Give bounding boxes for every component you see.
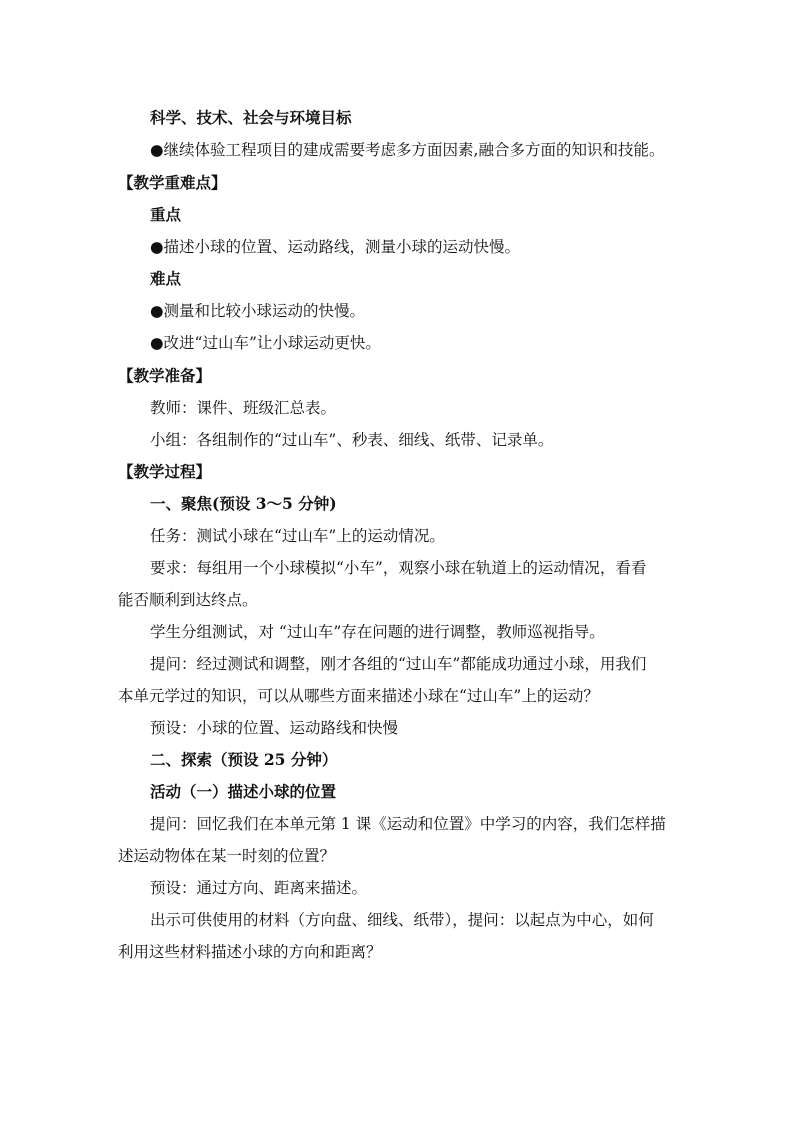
prep-group: 小组：各组制作的“过山车”、秒表、细线、纸带、记录单。 xyxy=(150,431,554,449)
bullet-focus-item: ●描述小球的位置、运动路线，测量小球的运动快慢。 xyxy=(150,238,521,256)
paragraph-group-test: 学生分组测试，对 “过山车”存在问题的进行调整，教师巡视指导。 xyxy=(150,623,605,641)
paragraph-requirement-line-2: 能否顺利到达终点。 xyxy=(118,591,258,609)
paragraph-task: 任务：测试小球在“过山车”上的运动情况。 xyxy=(150,527,445,545)
subheading-explore-stage: 二、探索（预设 25 分钟） xyxy=(150,750,338,769)
section-heading-sts-goals: 科学、技术、社会与环境目标 xyxy=(150,108,352,127)
subheading-focus-stage: 一、聚焦(预设 3～5 分钟) xyxy=(150,494,337,513)
bullet-difficulty-item-2: ●改进“过山车”让小球运动更快。 xyxy=(150,334,381,352)
paragraph-recall-line-2: 述运动物体在某一时刻的位置？ xyxy=(118,847,336,865)
bullet-difficulty-item-1: ●测量和比较小球运动的快慢。 xyxy=(150,302,366,320)
subheading-focus: 重点 xyxy=(150,205,182,224)
subheading-activity-1: 活动（一）描述小球的位置 xyxy=(150,782,337,801)
paragraph-requirement-line-1: 要求：每组用一个小球模拟“小车”，观察小球在轨道上的运动情况，看看 xyxy=(150,559,647,577)
prep-teacher: 教师：课件、班级汇总表。 xyxy=(150,399,337,417)
section-heading-key-points: 【教学重难点】 xyxy=(118,173,227,192)
section-heading-process: 【教学过程】 xyxy=(118,462,212,481)
paragraph-expected: 预设：小球的位置、运动路线和快慢 xyxy=(150,719,399,737)
subheading-difficulty: 难点 xyxy=(150,269,182,288)
paragraph-expected-2: 预设：通过方向、距离来描述。 xyxy=(150,879,368,897)
paragraph-question-line-1: 提问：经过测试和调整，刚才各组的“过山车”都能成功通过小球，用我们 xyxy=(150,655,647,673)
section-heading-preparation: 【教学准备】 xyxy=(118,366,212,385)
paragraph-materials-line-2: 利用这些材料描述小球的方向和距离？ xyxy=(118,943,382,961)
bullet-goal-item: ●继续体验工程项目的建成需要考虑多方面因素,融合多方面的知识和技能。 xyxy=(150,141,665,159)
paragraph-question-line-2: 本单元学过的知识，可以从哪些方面来描述小球在“过山车”上的运动？ xyxy=(118,687,599,705)
paragraph-materials-line-1: 出示可供使用的材料（方向盘、细线、纸带），提问：以起点为中心，如何 xyxy=(150,911,654,929)
paragraph-recall-line-1: 提问：回忆我们在本单元第 1 课《运动和位置》中学习的内容，我们怎样描 xyxy=(150,815,666,833)
